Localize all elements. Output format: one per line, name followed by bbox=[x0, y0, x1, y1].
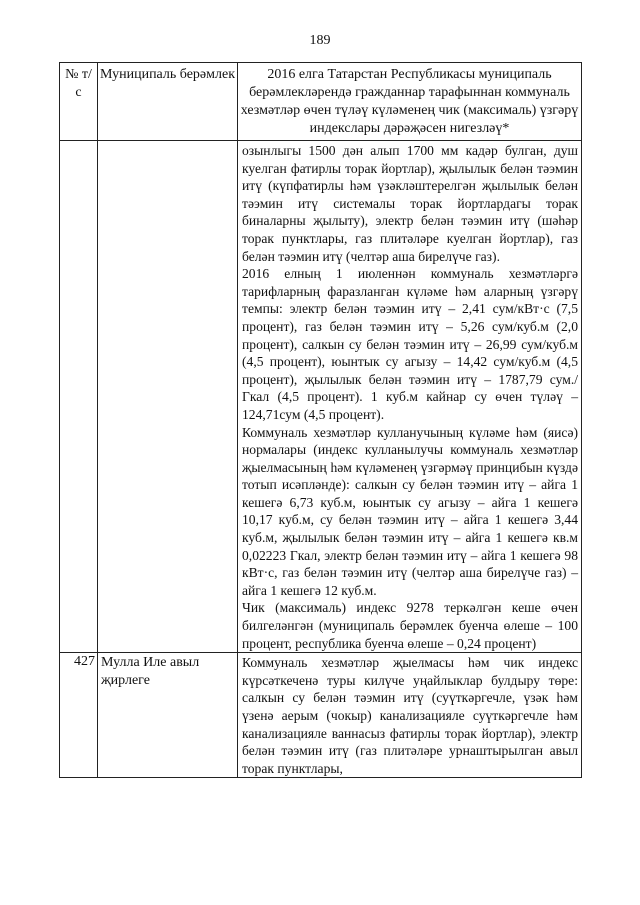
paragraph: 2016 елның 1 июленнән коммуналь хезмәтләргә тарифларның фаразланган күләме һәм аларның үзгәрү темпы: электр белән тәэмин итү – 2,41 сум/кВт·с (7,5 процент), газ белән тәэмин итү – 5,26 сум/куб.м (2,0 процент), салкын су белән тәэмин итү – 26,99 сум/куб.м (4,5 процент), юынтык су агызу – 14,42 сум/куб.м (4,5 процент), җылылык белән тәэмин итү – 1787,79 сум./Гкал (4,5 процент). 1 куб.м кайнар су өчен түләү – 124,71сум (4,5 процент). bbox=[242, 266, 578, 422]
table-header-row bbox=[60, 63, 582, 141]
table-row bbox=[60, 141, 582, 653]
tariff-table bbox=[59, 62, 582, 778]
row-municipality: Мулла Иле авыл җирлеге bbox=[98, 653, 238, 778]
row-number: 427 bbox=[60, 653, 98, 778]
paragraph: Коммуналь хезмәтләр кулланучының күләме һәм (яисә) нормалары (индекс кулланылучы коммуналь хезмәтләр җыелмасының һәм күләменең үзгәрмәү принцибын күздә тотып исәпләнде): салкын су белән тәэмин итү – айга 1 кешегә 6,73 куб.м, юынтык су агызу – айга 1 кешегә 10,17 куб.м, су белән тәэмин итү – айга 1 кешегә 3,44 куб.м, җылылык белән тәэмин итү – айга 1 кешегә кв.м 0,02223 Гкал, электр белән тәэмин итү – айга 1 кешегә 98 кВт·с, газ белән тәэмин итү (челтәр аша бирелүче газ) – айга 1 кешегә 12 куб.м. bbox=[242, 424, 578, 598]
row-description bbox=[238, 141, 582, 653]
page-number: 189 bbox=[309, 33, 331, 48]
row-municipality bbox=[98, 141, 238, 653]
paragraph: Чик (максималь) индекс 9278 теркәлгән кеше өчен билгеләнгән (муниципаль берәмлек буенча өлеше – 100 процент, республика буенча өлеше – 0,24 процент) bbox=[242, 600, 578, 651]
paragraph: озынлыгы 1500 дән алып 1700 мм кадәр булган, душ куелган фатирлы торак йортлар), җылылык белән тәэмин итү (күпфатирлы һәм үзәкләштерелгән җылылык белән тәэмин итү системалы торак йортлардагы торак биналарны җылыту), электр белән тәэмин итү (шәһәр торак пунктлары, газ плитәләре куелган йортлар), газ белән тәэмин итү (челтәр аша бирелүче газ). bbox=[242, 143, 578, 264]
paragraph: Коммуналь хезмәтләр җыелмасы һәм чик индекс күрсәткеченә туры килүче уңайлыклар булдыру төре: салкын су белән тәэмин итү (суүткәргечле, үзәк һәм үзенә аерым (чокыр) канализацияле суүткәргечле һәм канализацияле ваннасыз фатирлы торак йортлар), электр белән тәэмин итү (газ плитәләре урнаштырылган авыл торак пунктлары, bbox=[242, 655, 578, 776]
table-row bbox=[60, 653, 582, 778]
row-description bbox=[238, 653, 582, 778]
header-indicator: 2016 елга Татарстан Республикасы муниципаль берәмлекләрендә гражданнар тарафыннан коммуналь хезмәтләр өчен түләү күләменең чик (максималь) үзгәрү индекслары дәрәҗәсен нигезләү* bbox=[238, 63, 582, 141]
header-number: № т/с bbox=[60, 63, 98, 141]
header-municipality: Муниципаль берәмлек bbox=[98, 63, 238, 141]
row-number bbox=[60, 141, 98, 653]
